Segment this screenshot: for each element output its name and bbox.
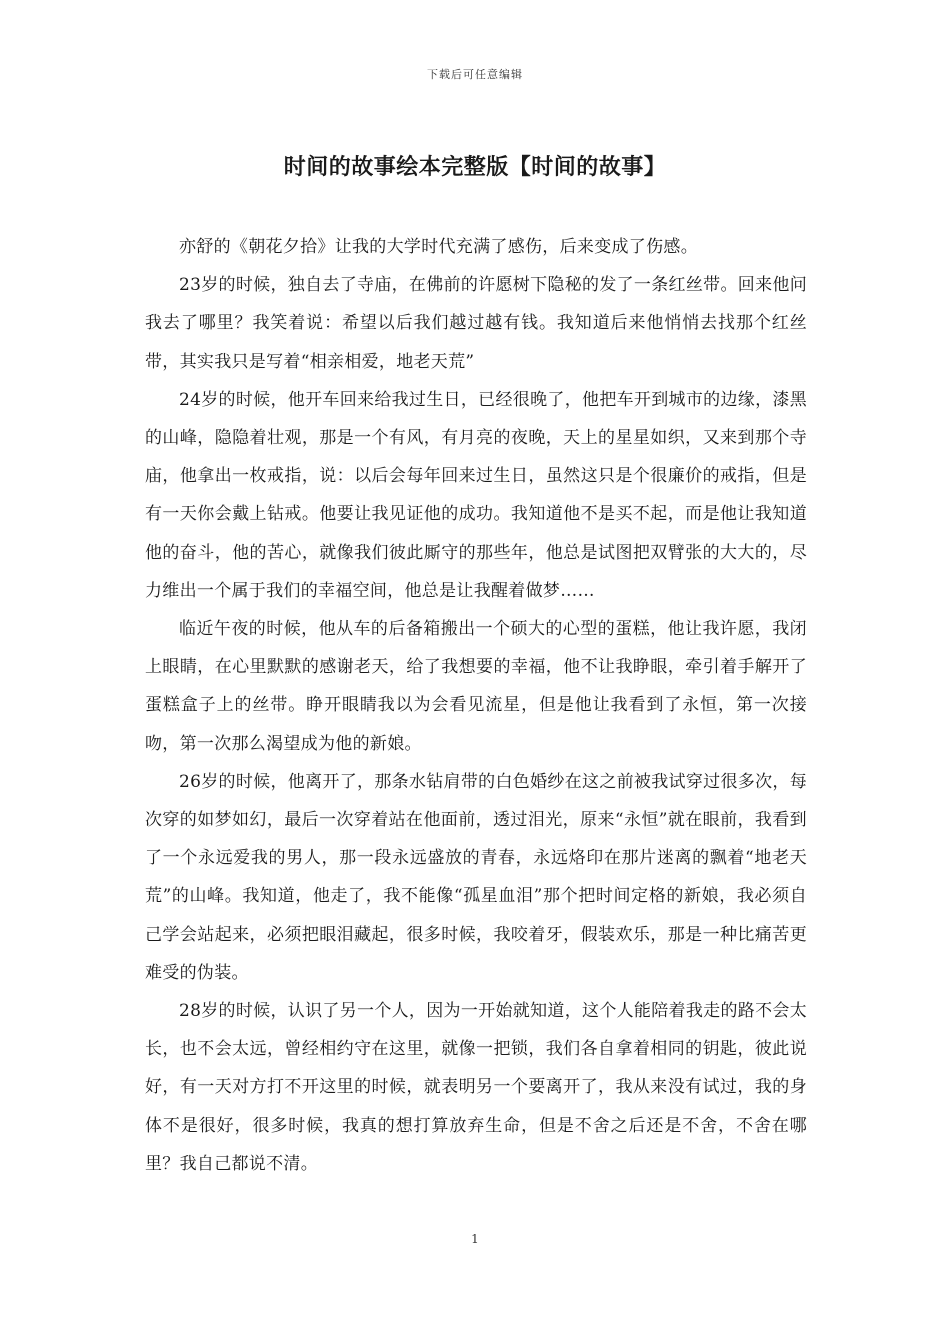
paragraph: 28岁的时候，认识了另一个人，因为一开始就知道，这个人能陪着我走的路不会太长，也不会太远，曾经相约守在这里，就像一把锁，我们各自拿着相同的钥匙，彼此说好，有一天对方打不开这里的时候，就表明另一个要离开了，我从来没有试过，我的身体不是很好，很多时候，我真的想打算放弃生命，但是不舍之后还是不舍，不舍在哪里？我自己都说不清。 bbox=[145, 1001, 807, 1174]
page-number: 1 bbox=[471, 1232, 479, 1246]
document-title: 时间的故事绘本完整版【时间的故事】 bbox=[283, 155, 667, 180]
paragraph: 23岁的时候，独自去了寺庙，在佛前的许愿树下隐秘的发了一条红丝带。回来他问我去了哪里？我笑着说：希望以后我们越过越有钱。我知道后来他悄悄去找那个红丝带，其实我只是写着“相亲相爱，地老天荒” bbox=[145, 275, 807, 372]
paragraph: 26岁的时候，他离开了，那条水钻肩带的白色婚纱在这之前被我试穿过很多次，每次穿的如梦如幻，最后一次穿着站在他面前，透过泪光，原来“永恒”就在眼前，我看到了一个永远爱我的男人，那一段永远盛放的青春，永远烙印在那片迷离的飘着“地老天荒”的山峰。我知道，他走了，我不能像“孤星血泪”那个把时间定格的新娘，我必须自己学会站起来，必须把眼泪藏起，很多时候，我咬着牙，假装欢乐，那是一种比痛苦更难受的伪装。 bbox=[145, 771, 807, 983]
paragraph: 临近午夜的时候，他从车的后备箱搬出一个硕大的心型的蛋糕，他让我许愿，我闭上眼睛，在心里默默的感谢老天，给了我想要的幸福，他不让我睁眼，牵引着手解开了蛋糕盒子上的丝带。睁开眼睛我以为会看见流星，但是他让我看到了永恒，第一次接吻，第一次那么渴望成为他的新娘。 bbox=[145, 619, 807, 754]
header-note: 下载后可任意编辑 bbox=[427, 68, 523, 81]
paragraph: 亦舒的《朝花夕拾》让我的大学时代充满了感伤，后来变成了伤感。 bbox=[179, 237, 698, 257]
paragraph: 24岁的时候，他开车回来给我过生日，已经很晚了，他把车开到城市的边缘，漆黑的山峰，隐隐着壮观，那是一个有风，有月亮的夜晚，天上的星星如织，又来到那个寺庙，他拿出一枚戒指，说：以后会每年回来过生日，虽然这只是个很廉价的戒指，但是有一天你会戴上钻戒。他要让我见证他的成功。我知道他不是买不起，而是他让我知道他的奋斗，他的苦心，就像我们彼此厮守的那些年，他总是试图把双臂张的大大的，尽力维出一个属于我们的幸福空间，他总是让我醒着做梦…… bbox=[145, 389, 807, 601]
document-body bbox=[145, 228, 807, 1183]
